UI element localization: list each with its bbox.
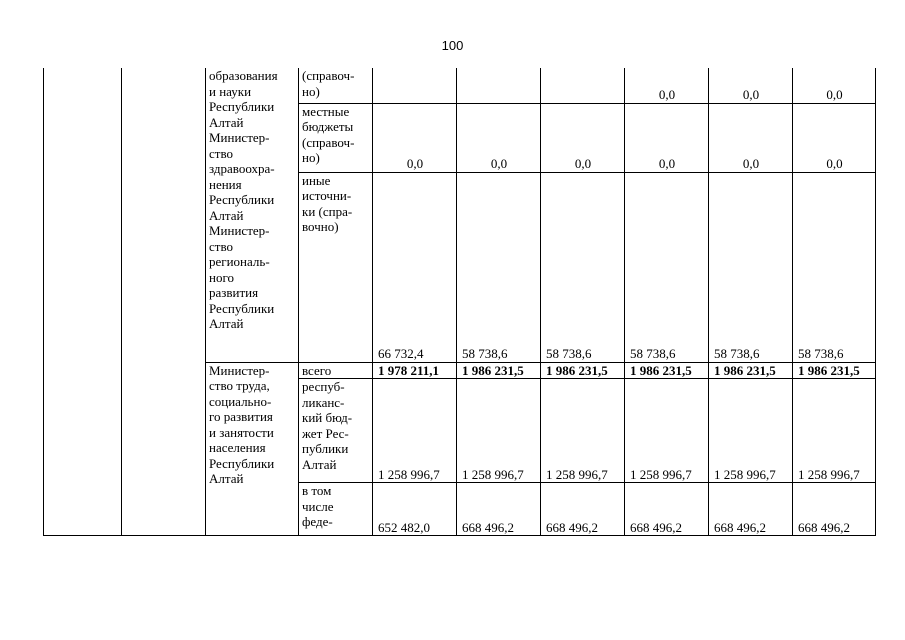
budget-table <box>43 68 876 536</box>
value-cell: 0,0 <box>457 103 541 172</box>
funding-source-cell: всего <box>299 362 373 379</box>
value-cell <box>541 68 625 103</box>
value-cell <box>373 68 457 103</box>
value-cell: 1 986 231,5 <box>541 362 625 379</box>
empty-cell <box>122 68 206 536</box>
page-number: 100 <box>441 38 464 53</box>
empty-cell <box>44 68 122 536</box>
value-cell: 0,0 <box>793 68 876 103</box>
table-row <box>44 68 876 103</box>
value-cell: 668 496,2 <box>457 483 541 536</box>
value-cell: 1 986 231,5 <box>457 362 541 379</box>
responsible-org-cell: образования и науки Республики Алтай Министер- ство здравоохра- нения Республики Алтай Министер- ство региональ- ного развития Республики Алтай <box>206 68 299 362</box>
value-cell: 58 738,6 <box>793 172 876 362</box>
value-cell: 0,0 <box>625 103 709 172</box>
value-cell: 0,0 <box>709 68 793 103</box>
funding-source-cell: местные бюджеты (справоч- но) <box>299 103 373 172</box>
funding-source-cell: (справоч- но) <box>299 68 373 103</box>
value-cell: 0,0 <box>625 68 709 103</box>
value-cell: 0,0 <box>793 103 876 172</box>
value-cell: 0,0 <box>541 103 625 172</box>
value-cell: 58 738,6 <box>541 172 625 362</box>
value-cell: 58 738,6 <box>457 172 541 362</box>
value-cell: 652 482,0 <box>373 483 457 536</box>
value-cell: 1 258 996,7 <box>793 379 876 483</box>
value-cell: 1 986 231,5 <box>793 362 876 379</box>
value-cell: 0,0 <box>373 103 457 172</box>
value-cell: 1 978 211,1 <box>373 362 457 379</box>
value-cell: 58 738,6 <box>625 172 709 362</box>
funding-source-cell: иные источни- ки (спра- вочно) <box>299 172 373 362</box>
value-cell: 1 986 231,5 <box>625 362 709 379</box>
value-cell: 668 496,2 <box>793 483 876 536</box>
value-cell: 1 258 996,7 <box>373 379 457 483</box>
value-cell: 1 258 996,7 <box>709 379 793 483</box>
value-cell: 1 258 996,7 <box>625 379 709 483</box>
value-cell: 1 986 231,5 <box>709 362 793 379</box>
value-cell: 58 738,6 <box>709 172 793 362</box>
value-cell: 66 732,4 <box>373 172 457 362</box>
funding-source-cell: в том числе феде- <box>299 483 373 536</box>
value-cell: 668 496,2 <box>541 483 625 536</box>
value-cell: 668 496,2 <box>625 483 709 536</box>
value-cell: 0,0 <box>709 103 793 172</box>
value-cell: 668 496,2 <box>709 483 793 536</box>
value-cell: 1 258 996,7 <box>541 379 625 483</box>
value-cell: 1 258 996,7 <box>457 379 541 483</box>
responsible-org-cell: Министер- ство труда, социально- го развития и занятости населения Республики Алтай <box>206 362 299 536</box>
funding-source-cell: респуб- ликанс- кий бюд- жет Рес- публики Алтай <box>299 379 373 483</box>
value-cell <box>457 68 541 103</box>
